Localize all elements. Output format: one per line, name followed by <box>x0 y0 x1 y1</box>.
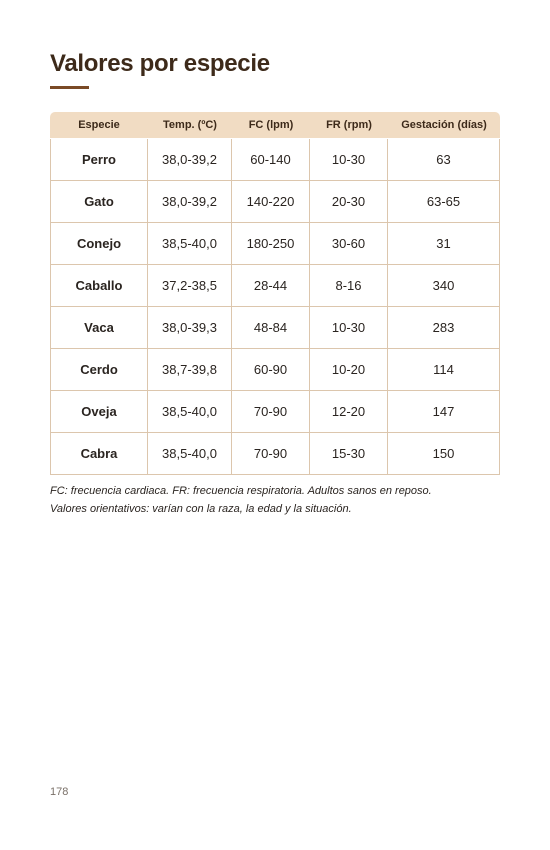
cell-gestation: 31 <box>388 223 500 265</box>
cell-temperature: 37,2-38,5 <box>148 265 232 307</box>
cell-respiratory-rate: 15-30 <box>310 433 388 475</box>
table-footnotes <box>50 482 510 518</box>
table-row <box>50 139 500 181</box>
column-header-temperature: Temp. (ºC) <box>148 112 232 138</box>
cell-gestation: 340 <box>388 265 500 307</box>
cell-species: Perro <box>50 139 148 181</box>
table-row <box>50 349 500 391</box>
species-values-table <box>50 112 500 475</box>
cell-species: Vaca <box>50 307 148 349</box>
cell-gestation: 283 <box>388 307 500 349</box>
title-underline <box>50 86 89 89</box>
cell-temperature: 38,0-39,3 <box>148 307 232 349</box>
cell-respiratory-rate: 10-30 <box>310 139 388 181</box>
footnote-abbreviations: FC: frecuencia cardiaca. FR: frecuencia respiratoria. Adultos sanos en reposo. <box>50 485 432 497</box>
cell-temperature: 38,5-40,0 <box>148 433 232 475</box>
cell-temperature: 38,7-39,8 <box>148 349 232 391</box>
table-row <box>50 433 500 475</box>
footnote-disclaimer: Valores orientativos: varían con la raza, la edad y la situación. <box>50 503 352 515</box>
cell-respiratory-rate: 12-20 <box>310 391 388 433</box>
table-row <box>50 391 500 433</box>
cell-heart-rate: 140-220 <box>232 181 310 223</box>
cell-species: Cabra <box>50 433 148 475</box>
cell-gestation: 63-65 <box>388 181 500 223</box>
column-header-heart-rate: FC (lpm) <box>232 112 310 138</box>
cell-respiratory-rate: 10-30 <box>310 307 388 349</box>
cell-respiratory-rate: 20-30 <box>310 181 388 223</box>
cell-gestation: 147 <box>388 391 500 433</box>
cell-species: Conejo <box>50 223 148 265</box>
cell-heart-rate: 28-44 <box>232 265 310 307</box>
cell-temperature: 38,0-39,2 <box>148 181 232 223</box>
table-row <box>50 307 500 349</box>
cell-species: Cerdo <box>50 349 148 391</box>
cell-species: Oveja <box>50 391 148 433</box>
cell-gestation: 63 <box>388 139 500 181</box>
cell-gestation: 114 <box>388 349 500 391</box>
page-number: 178 <box>50 786 69 798</box>
cell-respiratory-rate: 30-60 <box>310 223 388 265</box>
cell-respiratory-rate: 10-20 <box>310 349 388 391</box>
column-header-gestation: Gestación (días) <box>388 112 500 138</box>
column-header-respiratory-rate: FR (rpm) <box>310 112 388 138</box>
cell-heart-rate: 70-90 <box>232 391 310 433</box>
table-header-row <box>50 112 500 138</box>
cell-respiratory-rate: 8-16 <box>310 265 388 307</box>
cell-temperature: 38,5-40,0 <box>148 391 232 433</box>
cell-gestation: 150 <box>388 433 500 475</box>
cell-heart-rate: 60-140 <box>232 139 310 181</box>
cell-species: Caballo <box>50 265 148 307</box>
cell-heart-rate: 180-250 <box>232 223 310 265</box>
cell-heart-rate: 70-90 <box>232 433 310 475</box>
column-header-species: Especie <box>50 112 148 138</box>
page-title: Valores por especie <box>50 50 270 77</box>
cell-heart-rate: 60-90 <box>232 349 310 391</box>
cell-species: Gato <box>50 181 148 223</box>
cell-temperature: 38,0-39,2 <box>148 139 232 181</box>
cell-heart-rate: 48-84 <box>232 307 310 349</box>
table-row <box>50 181 500 223</box>
cell-temperature: 38,5-40,0 <box>148 223 232 265</box>
table-row <box>50 223 500 265</box>
table-row <box>50 265 500 307</box>
